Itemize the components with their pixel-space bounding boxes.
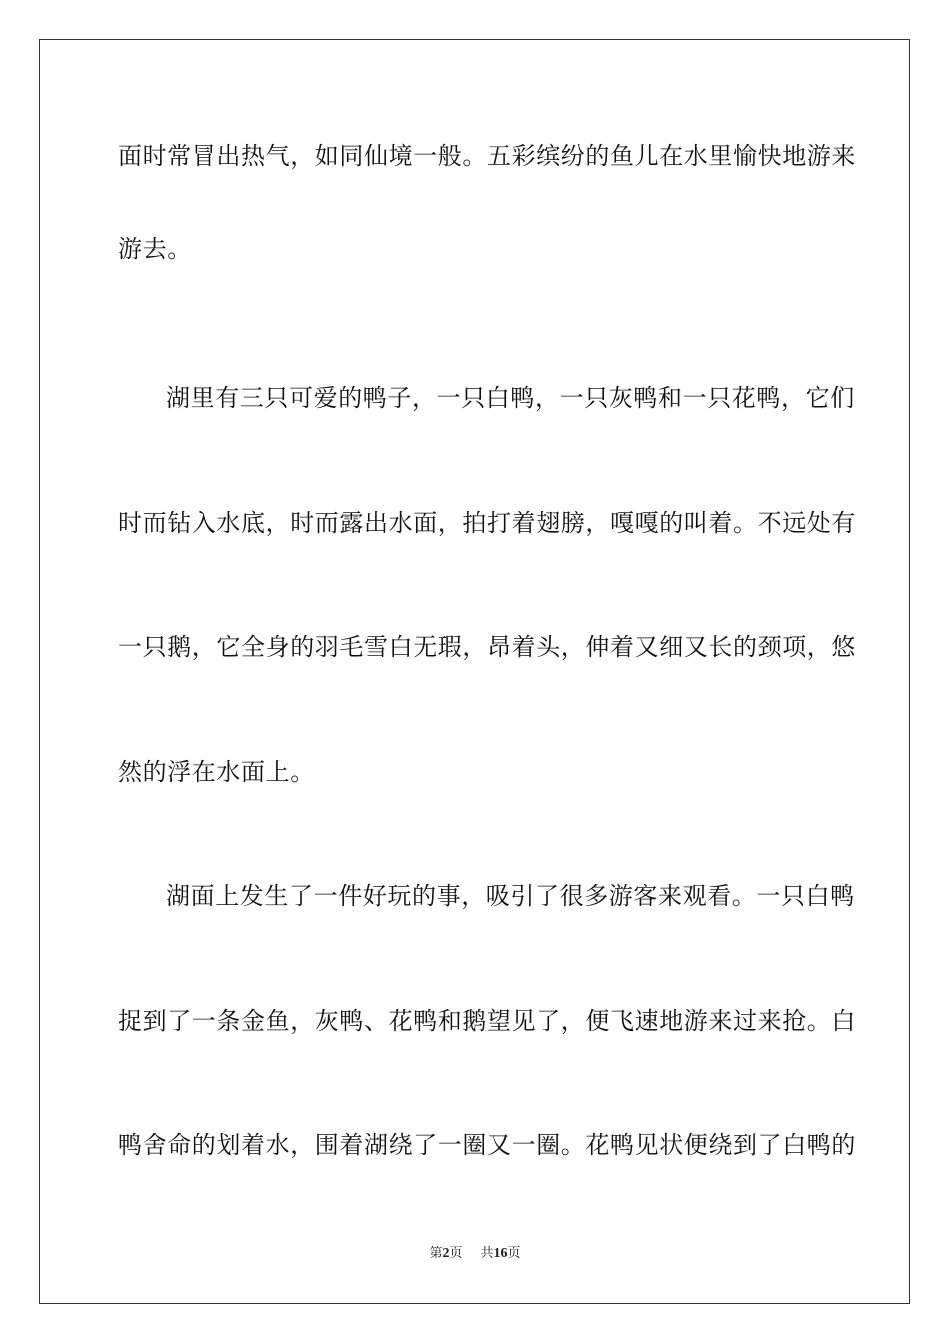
paragraph-line: 然的浮在水面上。 bbox=[118, 758, 315, 786]
paragraph-line: 时而钻入水底，时而露出水面，拍打着翅膀，嘎嘎的叫着。不远处有 bbox=[118, 509, 856, 537]
page-number: 2 bbox=[442, 1246, 450, 1261]
paragraph-line: 湖面上发生了一件好玩的事，吸引了很多游客来观看。一只白鸭 bbox=[166, 882, 855, 910]
page-label-prefix: 第 bbox=[429, 1246, 443, 1261]
page-border bbox=[39, 39, 910, 1304]
paragraph-line: 游去。 bbox=[118, 235, 192, 263]
total-pages: 16 bbox=[493, 1246, 508, 1261]
page-footer bbox=[0, 1246, 950, 1262]
total-label-suffix: 页 bbox=[507, 1246, 521, 1261]
paragraph-line: 捉到了一条金鱼，灰鸭、花鸭和鹅望见了，便飞速地游来过来抢。白 bbox=[118, 1007, 856, 1035]
total-label-prefix: 共 bbox=[480, 1246, 494, 1261]
paragraph-line: 鸭舍命的划着水，围着湖绕了一圈又一圈。花鸭见状便绕到了白鸭的 bbox=[118, 1131, 856, 1159]
paragraph-line: 一只鹅，它全身的羽毛雪白无瑕，昂着头，伸着又细又长的颈项，悠 bbox=[118, 633, 856, 661]
paragraph-line: 面时常冒出热气，如同仙境一般。五彩缤纷的鱼儿在水里愉快地游来 bbox=[118, 142, 856, 170]
page-label-suffix: 页 bbox=[449, 1246, 463, 1261]
paragraph-line: 湖里有三只可爱的鸭子，一只白鸭，一只灰鸭和一只花鸭，它们 bbox=[166, 384, 855, 412]
